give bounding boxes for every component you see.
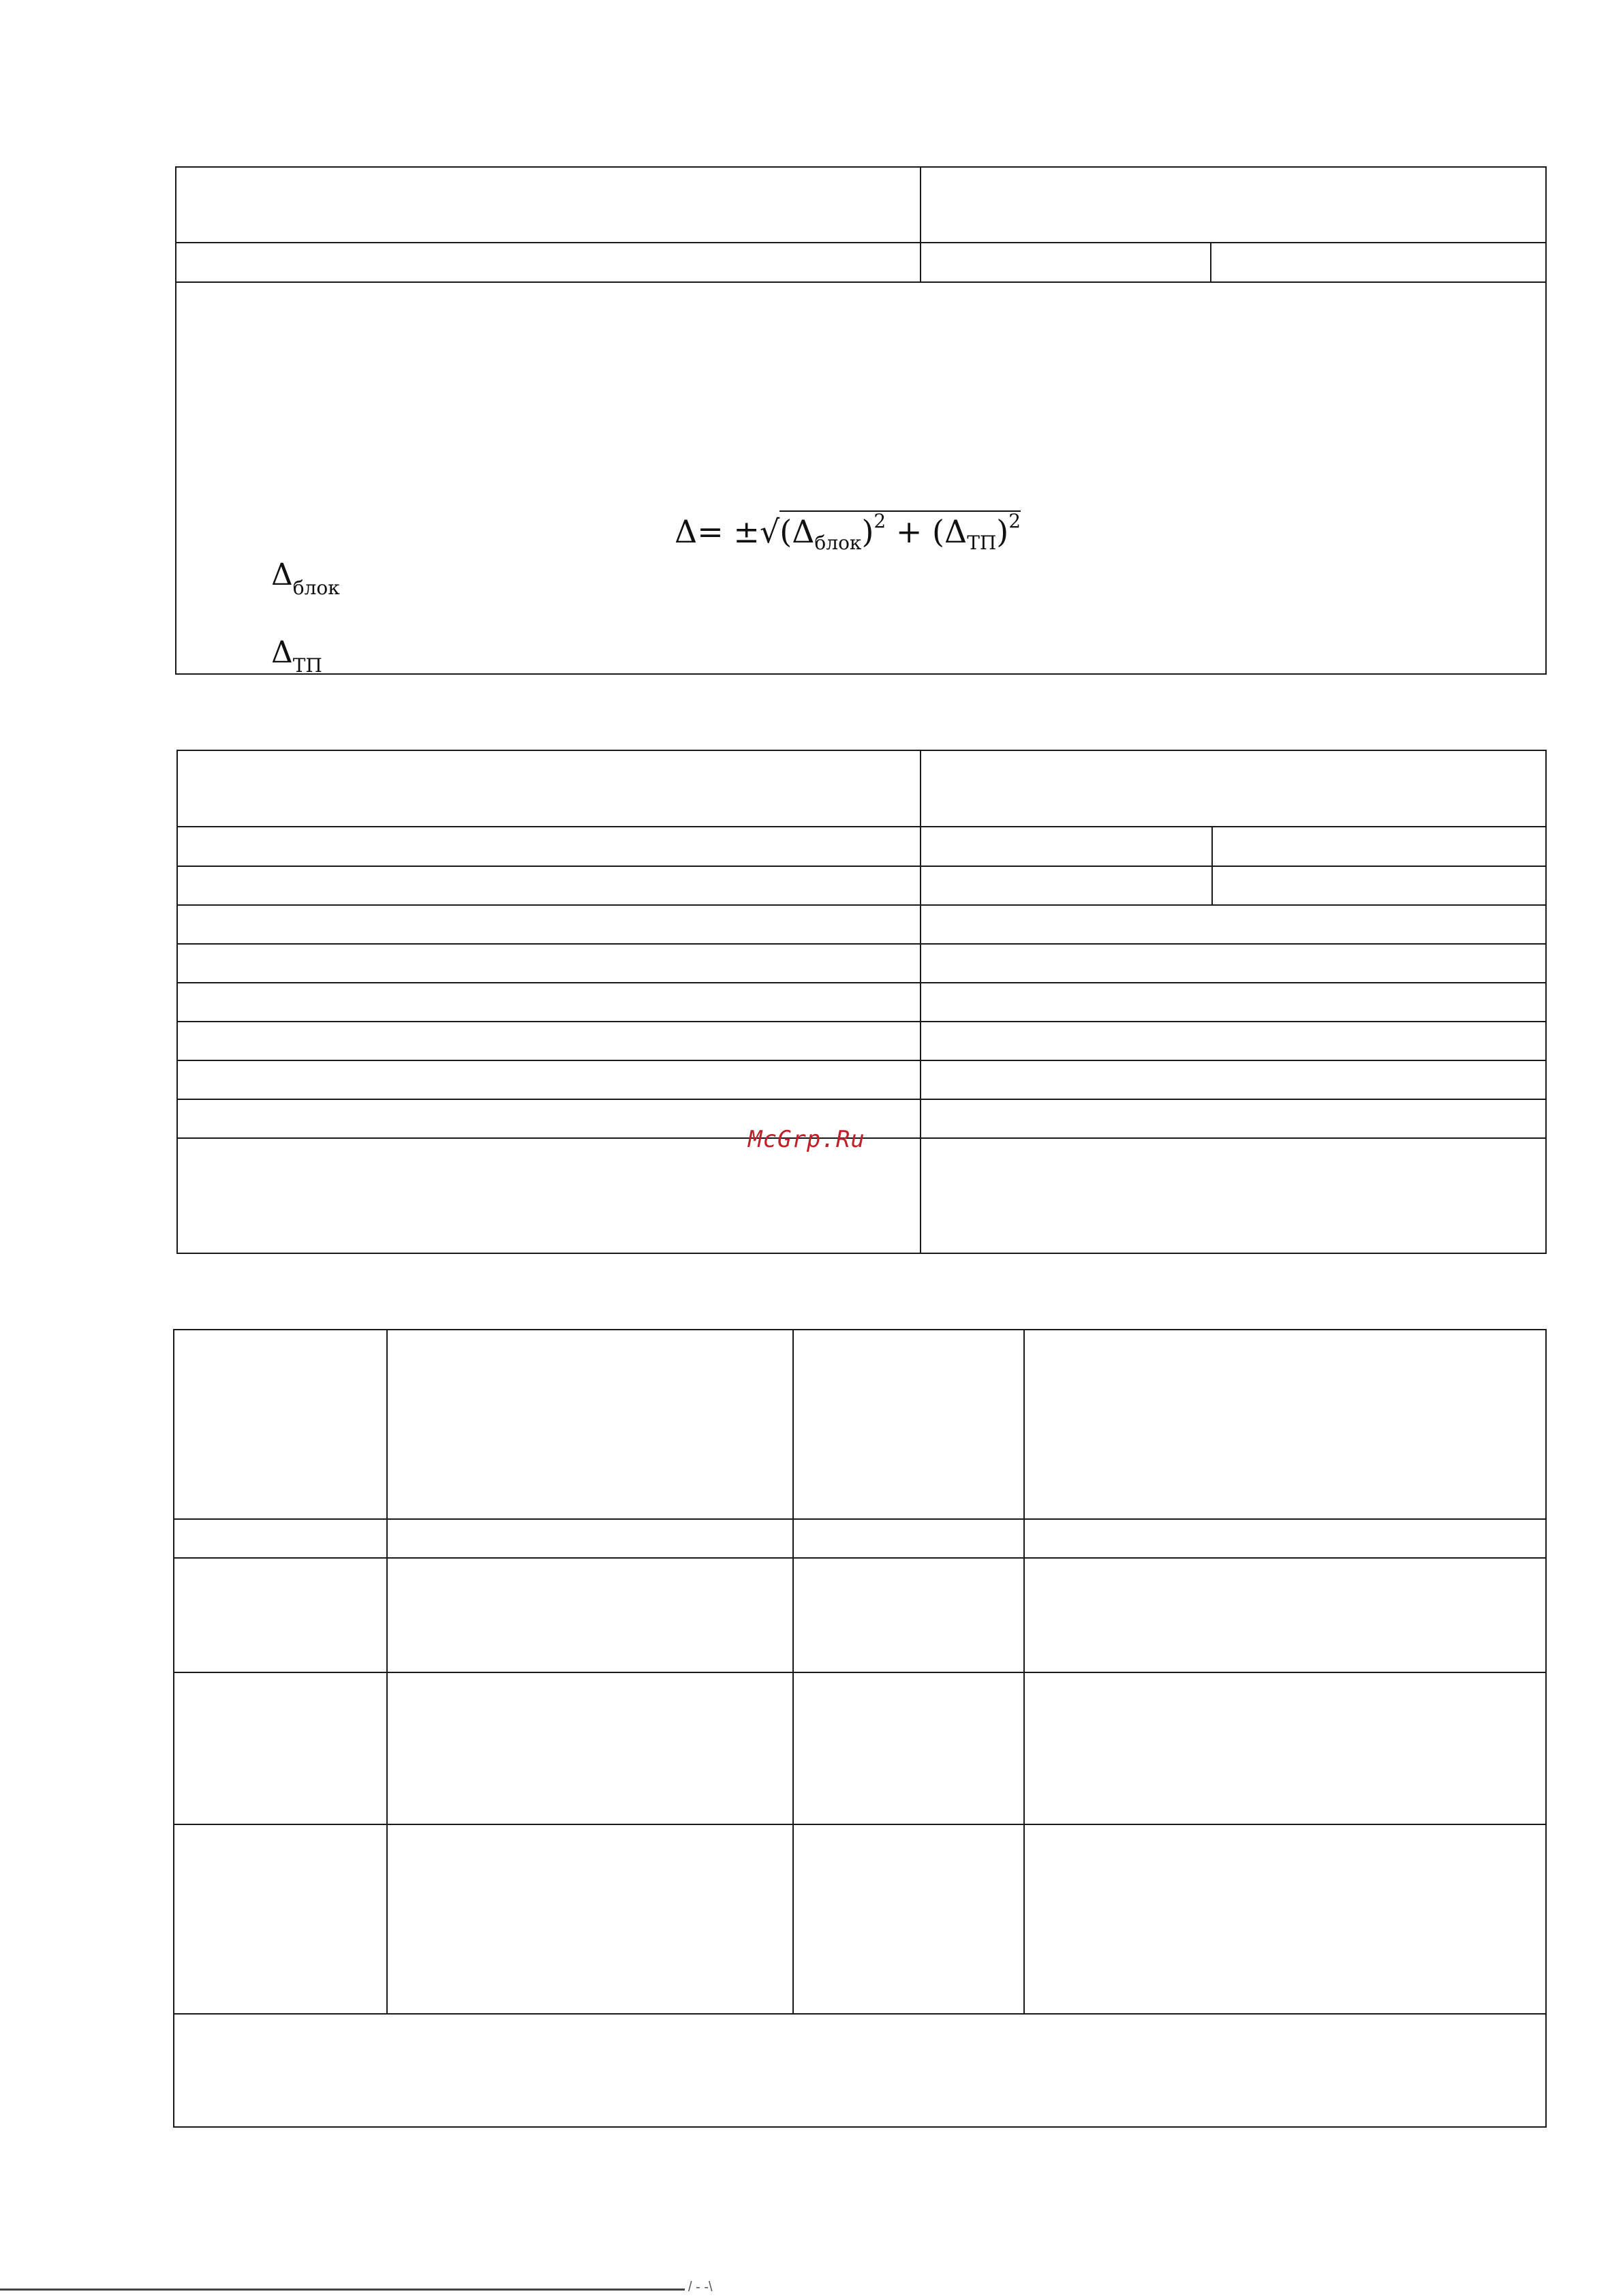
table-3-row-divider [173,2013,1547,2015]
footer-fragment: / - -\ [688,2280,713,2295]
table-3-row-divider [173,1672,1547,1673]
delta-block-label: $\Delta_{блок}$ [271,557,340,599]
table-1-row-divider [175,281,1547,283]
table-2-row-divider [176,866,1547,867]
table-2-row-divider [176,982,1547,983]
table-3-col-divider [1023,1329,1025,2013]
table-2-col-divider [920,750,921,1254]
table-3-row-divider [173,1824,1547,1825]
table-3-col-divider [386,1329,388,2013]
footer-rule [0,2289,685,2291]
table-1-row-divider [175,242,1547,243]
table-2 [176,750,1547,1254]
table-2-row-divider [176,904,1547,906]
table-2-row-divider [176,1099,1547,1100]
table-2-row-divider [176,943,1547,945]
delta-tp-label: $\Delta_{ТП}$ [271,635,322,677]
table-3-row-divider [173,1518,1547,1520]
table-3-col-divider [792,1329,794,2013]
table-2-col-divider [1211,826,1213,904]
table-1-col-divider [1210,242,1211,281]
table-1-col-divider [920,166,921,281]
table-3 [173,1329,1547,2128]
table-2-row-divider [176,1060,1547,1061]
watermark: McGrp.Ru [748,1126,865,1153]
table-2-row-divider [176,1021,1547,1022]
table-2-row-divider [176,826,1547,827]
table-3-row-divider [173,1557,1547,1559]
error-formula: $\Delta= \pm√(\Delta_{блок})^2 + (\Delta_{ТП})^2$ [675,510,1021,554]
